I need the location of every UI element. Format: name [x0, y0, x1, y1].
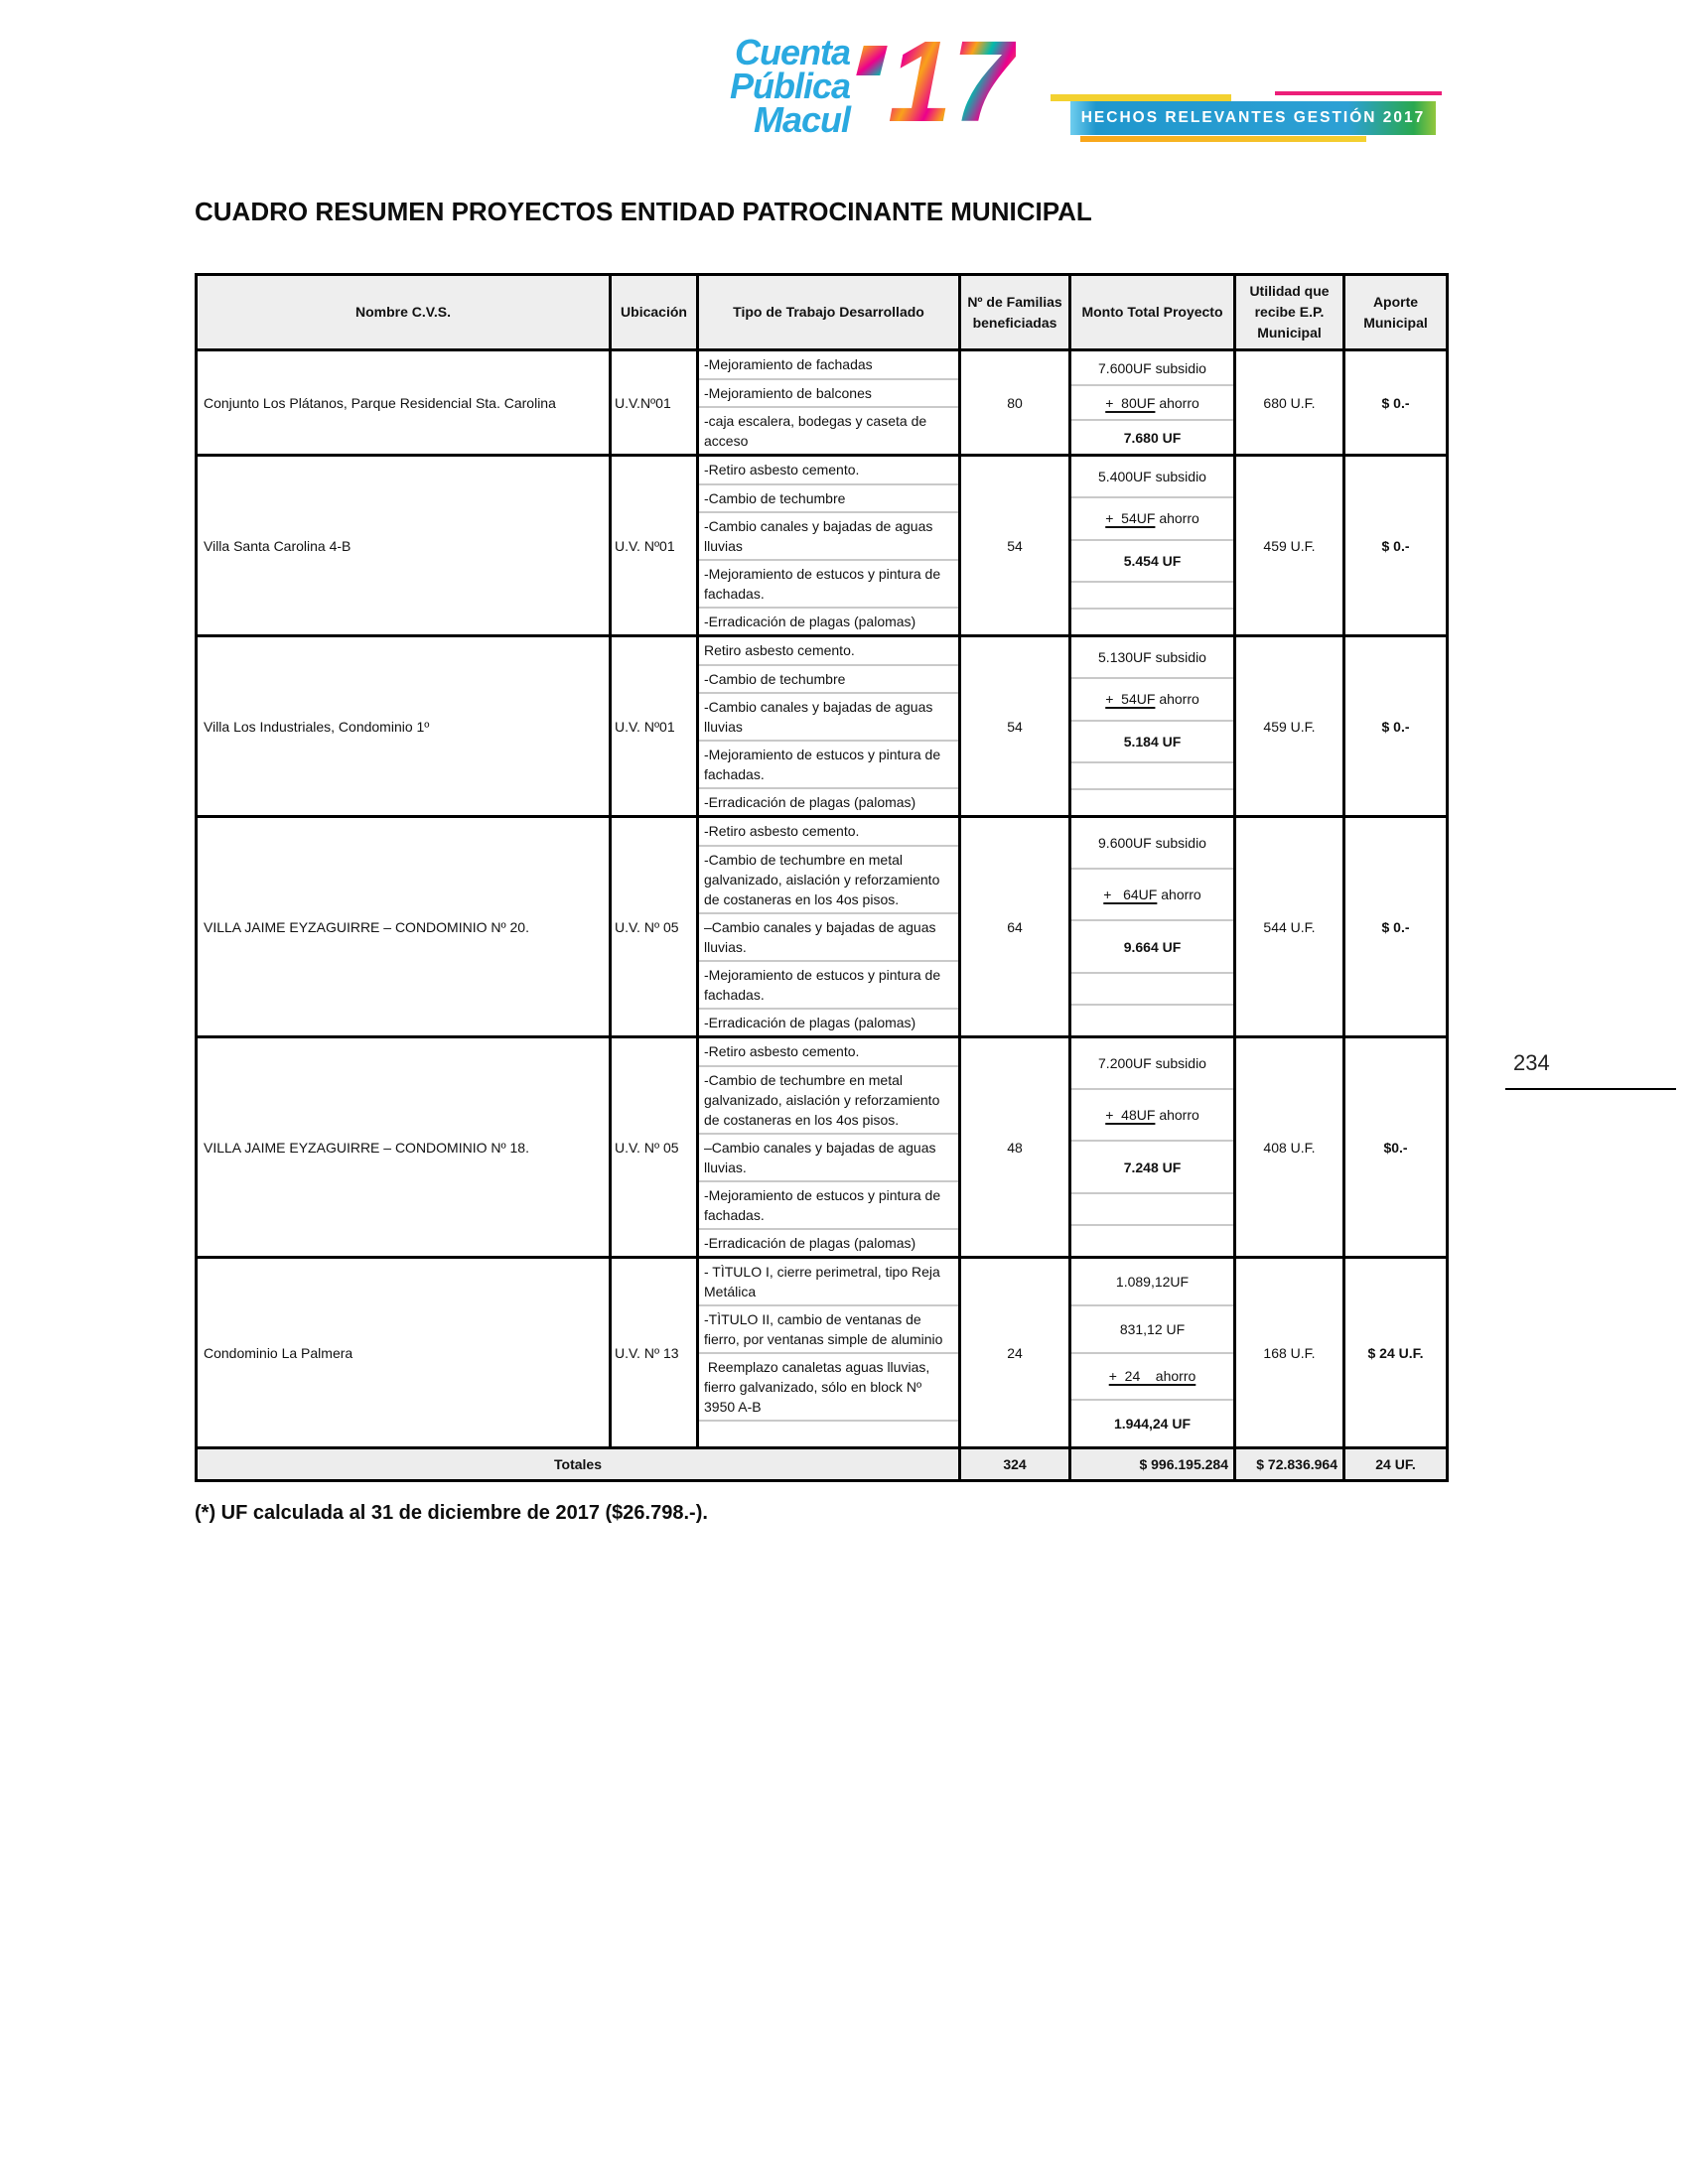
- trabajo-item: -TÌTULO II, cambio de ventanas de fierro, por ventanas simple de aluminio: [699, 1304, 958, 1352]
- monto-item: + 48UF ahorro: [1071, 1088, 1233, 1140]
- trabajo-list: [699, 1259, 961, 1446]
- monto-item: [1071, 581, 1233, 608]
- banner-accent-line-orange: [1080, 136, 1366, 142]
- monto-item: 1.089,12UF: [1115, 1273, 1190, 1290]
- cell-ubicacion: U.V.Nº01: [612, 351, 699, 454]
- totals-monto: $ 996.195.284: [1071, 1449, 1236, 1479]
- cell-utilidad: 459 U.F.: [1236, 457, 1345, 634]
- monto-item: 5.184 UF: [1071, 720, 1233, 761]
- page-number: 234: [1513, 1050, 1550, 1075]
- cell-nombre: VILLA JAIME EYZAGUIRRE – CONDOMINIO Nº 20.: [198, 818, 612, 1035]
- banner-text: HECHOS RELEVANTES GESTIÓN 2017: [1070, 101, 1436, 135]
- trabajo-item: [699, 1420, 958, 1446]
- cell-familias: 80: [961, 351, 1071, 454]
- column-header: Utilidad que recibe E.P. Municipal: [1236, 276, 1345, 348]
- monto-breakdown: [1071, 351, 1236, 454]
- trabajo-item: -Retiro asbesto cemento.: [704, 462, 860, 478]
- trabajo-item: -Erradicación de plagas (palomas): [699, 1008, 958, 1035]
- monto-item: 7.600UF subsidio: [1098, 359, 1206, 376]
- summary-table: [195, 273, 1449, 1482]
- project-row: [198, 1035, 1446, 1256]
- trabajo-item: -Retiro asbesto cemento.: [704, 1043, 860, 1059]
- cell-familias: 24: [961, 1259, 1071, 1446]
- banner-hechos-relevantes: [1070, 101, 1436, 135]
- cell-utilidad: 168 U.F.: [1236, 1259, 1345, 1446]
- trabajo-item: Retiro asbesto cemento.: [704, 642, 855, 658]
- trabajo-item: -Mejoramiento de fachadas: [704, 356, 873, 372]
- monto-breakdown: [1071, 457, 1236, 634]
- monto-item: + 54UF ahorro: [1071, 677, 1233, 719]
- trabajo-list: [699, 457, 961, 634]
- trabajo-item: -Mejoramiento de estucos y pintura de fachadas.: [699, 559, 958, 607]
- monto-item: 7.200UF subsidio: [1098, 1055, 1206, 1072]
- monto-item: 5.400UF subsidio: [1098, 469, 1206, 485]
- monto-item: 9.664 UF: [1071, 919, 1233, 971]
- cell-utilidad: 408 U.F.: [1236, 1038, 1345, 1256]
- trabajo-item: –Cambio canales y bajadas de aguas lluvias.: [699, 912, 958, 960]
- logo-word-macul: Macul: [754, 99, 851, 141]
- monto-item: [1071, 1224, 1233, 1256]
- trabajo-item: -Cambio canales y bajadas de aguas lluvias: [699, 692, 958, 740]
- trabajo-item: -Mejoramiento de balcones: [699, 378, 958, 406]
- monto-item: 831,12 UF: [1071, 1304, 1233, 1352]
- monto-item: [1071, 608, 1233, 634]
- cell-aporte: $ 0.-: [1381, 718, 1410, 735]
- monto-item: 5.454 UF: [1071, 539, 1233, 581]
- cell-familias: 54: [961, 637, 1071, 815]
- column-header: Nombre C.V.S.: [198, 276, 612, 348]
- cell-nombre: VILLA JAIME EYZAGUIRRE – CONDOMINIO Nº 18.: [198, 1038, 612, 1256]
- monto-item: [1071, 761, 1233, 788]
- content-area: [195, 197, 1449, 1525]
- cell-aporte: $ 0.-: [1381, 918, 1410, 935]
- monto-item: 7.680 UF: [1071, 419, 1233, 454]
- trabajo-item: -caja escalera, bodegas y caseta de acceso: [699, 406, 958, 454]
- project-row: [198, 1256, 1446, 1446]
- monto-item: 5.130UF subsidio: [1098, 649, 1206, 666]
- cell-aporte: $ 0.-: [1381, 394, 1410, 411]
- column-header: Aporte Municipal: [1363, 293, 1428, 331]
- cell-ubicacion: U.V. Nº 13: [612, 1259, 699, 1446]
- cell-ubicacion: U.V. Nº01: [612, 457, 699, 634]
- logo-word-publica: Pública: [730, 66, 851, 107]
- column-header: Monto Total Proyecto: [1071, 276, 1236, 348]
- monto-item: [1071, 1192, 1233, 1224]
- table-header-row: [198, 276, 1446, 348]
- cell-utilidad: 544 U.F.: [1236, 818, 1345, 1035]
- monto-item: [1071, 972, 1233, 1004]
- page-title: CUADRO RESUMEN PROYECTOS ENTIDAD PATROCINANTE MUNICIPAL: [195, 197, 1092, 226]
- monto-item: 9.600UF subsidio: [1098, 835, 1206, 852]
- trabajo-item: -Erradicación de plagas (palomas): [699, 787, 958, 815]
- totals-familias: 324: [961, 1449, 1071, 1479]
- cell-aporte: $0.-: [1383, 1139, 1408, 1156]
- cell-nombre: Villa Los Industriales, Condominio 1º: [198, 637, 612, 815]
- trabajo-item: - TÌTULO I, cierre perimetral, tipo Reja Metálica: [704, 1264, 944, 1299]
- monto-breakdown: [1071, 637, 1236, 815]
- banner-accent-line-yellow: [1051, 94, 1231, 101]
- logo-year-17: 17: [888, 17, 1017, 146]
- cell-nombre: Villa Santa Carolina 4-B: [198, 457, 612, 634]
- logo-word-cuenta: Cuenta: [735, 32, 851, 72]
- monto-item: + 54UF ahorro: [1071, 496, 1233, 538]
- trabajo-item: -Mejoramiento de estucos y pintura de fachadas.: [699, 960, 958, 1008]
- monto-item: [1071, 788, 1233, 815]
- trabajo-item: -Cambio canales y bajadas de aguas lluvias: [699, 511, 958, 559]
- trabajo-item: -Cambio de techumbre: [699, 664, 958, 692]
- monto-item: 1.944,24 UF: [1071, 1399, 1233, 1446]
- trabajo-item: -Mejoramiento de estucos y pintura de fachadas.: [699, 740, 958, 787]
- cell-familias: 48: [961, 1038, 1071, 1256]
- trabajo-item: -Cambio de techumbre en metal galvanizado, aislación y reforzamiento de costaneras en los 4os pisos.: [699, 1065, 958, 1133]
- cell-aporte: $ 24 U.F.: [1367, 1344, 1424, 1361]
- banner-accent-line-pink: [1275, 91, 1442, 95]
- page-number-underline: [1505, 1088, 1676, 1090]
- trabajo-item: -Erradicación de plagas (palomas): [699, 1228, 958, 1256]
- monto-item: 7.248 UF: [1071, 1140, 1233, 1191]
- trabajo-list: [699, 637, 961, 815]
- trabajo-item: -Erradicación de plagas (palomas): [699, 607, 958, 634]
- project-row: [198, 454, 1446, 634]
- trabajo-item: -Mejoramiento de estucos y pintura de fachadas.: [699, 1180, 958, 1228]
- cell-familias: 54: [961, 457, 1071, 634]
- monto-item: + 64UF ahorro: [1071, 868, 1233, 919]
- cell-ubicacion: U.V. Nº 05: [612, 818, 699, 1035]
- trabajo-list: [699, 818, 961, 1035]
- cell-utilidad: 680 U.F.: [1236, 351, 1345, 454]
- totals-label: Totales: [198, 1449, 961, 1479]
- monto-breakdown: [1071, 818, 1236, 1035]
- page-number-block: [1505, 1050, 1678, 1090]
- cell-familias: 64: [961, 818, 1071, 1035]
- column-header: Ubicación: [612, 276, 699, 348]
- totals-row: [198, 1446, 1446, 1479]
- project-row: [198, 634, 1446, 815]
- logo-wordmark: [730, 32, 851, 141]
- cell-nombre: Conjunto Los Plátanos, Parque Residencial Sta. Carolina: [198, 351, 612, 454]
- cell-ubicacion: U.V. Nº 05: [612, 1038, 699, 1256]
- project-row: [198, 815, 1446, 1035]
- monto-breakdown: [1071, 1259, 1236, 1446]
- uf-footnote: (*) UF calculada al 31 de diciembre de 2017 ($26.798.-).: [195, 1502, 708, 1524]
- logo-brush-apostrophe: [856, 46, 887, 75]
- trabajo-item: –Cambio canales y bajadas de aguas lluvias.: [699, 1133, 958, 1180]
- monto-item: + 24 ahorro: [1071, 1352, 1233, 1400]
- totals-aporte: 24 UF.: [1375, 1456, 1416, 1472]
- project-row: [198, 348, 1446, 454]
- trabajo-list: [699, 351, 961, 454]
- trabajo-item: Reemplazo canaletas aguas lluvias, fierro galvanizado, sólo en block Nº 3950 A-B: [699, 1352, 958, 1420]
- column-header: Tipo de Trabajo Desarrollado: [699, 276, 961, 348]
- monto-breakdown: [1071, 1038, 1236, 1256]
- trabajo-list: [699, 1038, 961, 1256]
- trabajo-item: -Retiro asbesto cemento.: [704, 823, 860, 839]
- monto-item: + 80UF ahorro: [1071, 384, 1233, 419]
- trabajo-item: -Cambio de techumbre: [699, 483, 958, 511]
- monto-item: [1071, 1004, 1233, 1035]
- cell-nombre: Condominio La Palmera: [198, 1259, 612, 1446]
- totals-utilidad: $ 72.836.964: [1236, 1449, 1345, 1479]
- trabajo-item: -Cambio de techumbre en metal galvanizado, aislación y reforzamiento de costaneras en los 4os pisos.: [699, 845, 958, 912]
- cell-ubicacion: U.V. Nº01: [612, 637, 699, 815]
- cell-aporte: $ 0.-: [1381, 537, 1410, 554]
- cell-utilidad: 459 U.F.: [1236, 637, 1345, 815]
- column-header: Nº de Familias beneficiadas: [961, 276, 1071, 348]
